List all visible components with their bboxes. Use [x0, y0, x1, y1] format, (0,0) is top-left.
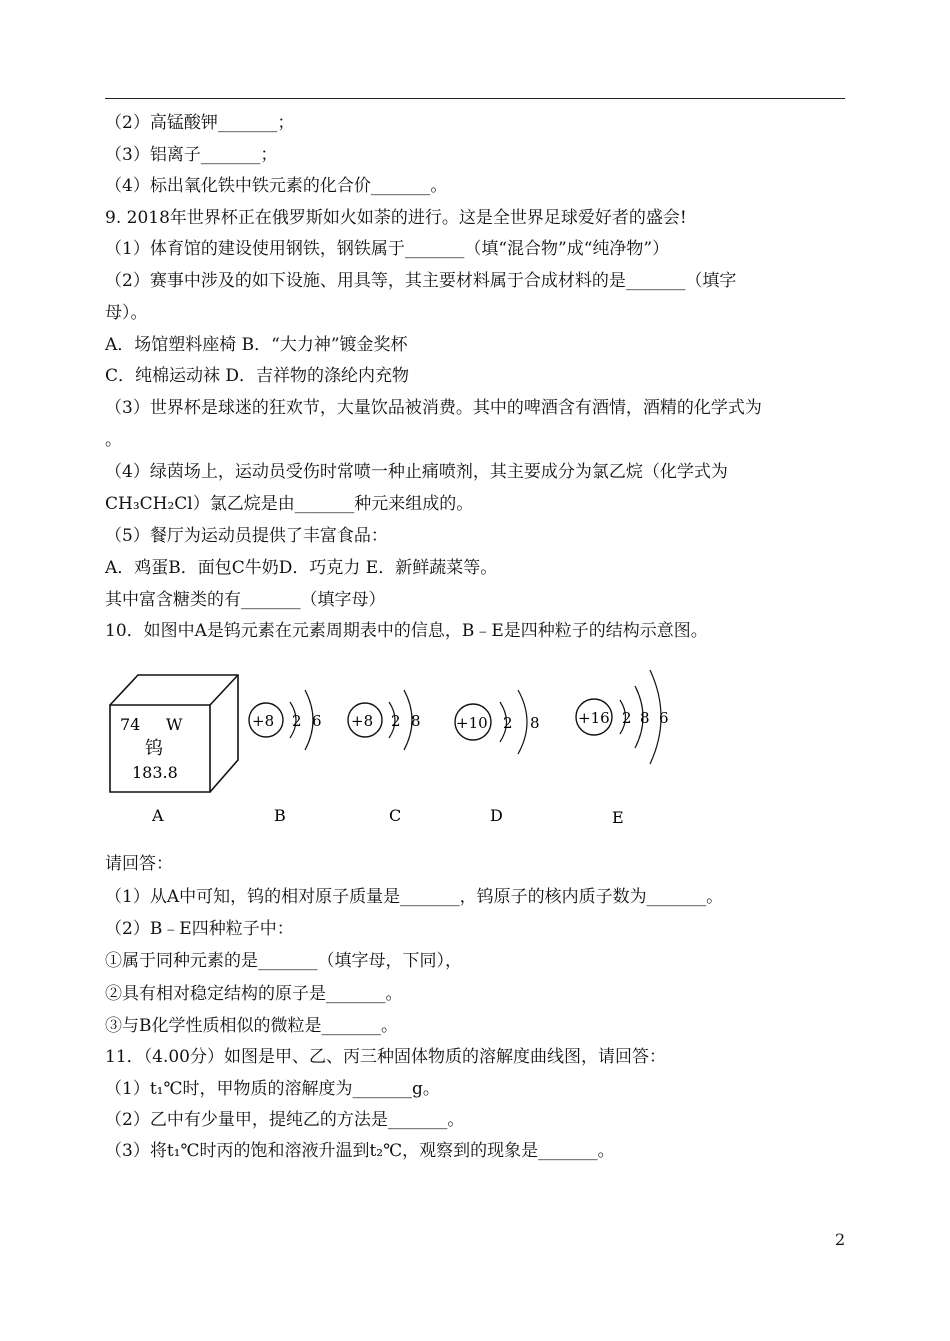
text-line: ③与B化学性质相似的微粒是_______。 — [105, 1016, 398, 1036]
element-name: 钨 — [145, 738, 163, 759]
page-number: 2 — [835, 1230, 846, 1249]
atomic-structure-figure — [100, 650, 700, 840]
shell-electrons: 8 — [411, 712, 421, 730]
text-line: ②具有相对稳定结构的原子是_______。 — [105, 984, 403, 1004]
shell-electrons: 8 — [640, 709, 650, 727]
particle-e — [576, 670, 669, 827]
shell-electrons: 2 — [292, 712, 302, 730]
text-line: 请回答： — [105, 854, 173, 874]
text-line: （2）高锰酸钾_______； — [105, 113, 295, 133]
label-a: A — [152, 806, 164, 825]
shell-electrons: 2 — [622, 709, 632, 727]
text-line: （1）体育馆的建设使用钢铁，钢铁属于_______（填“混合物”成“纯净物”） — [105, 239, 670, 259]
text-line: （2）B﹣E四种粒子中： — [105, 919, 294, 939]
text-line: CH₃CH₂Cl）氯乙烷是由_______种元来组成的。 — [105, 494, 474, 514]
option-line: A．场馆塑料座椅 B．“大力神”镀金奖杯 — [105, 335, 408, 355]
shell-electrons: 2 — [391, 712, 401, 730]
element-symbol: W — [166, 715, 183, 734]
label-c: C — [389, 806, 402, 825]
particle-b — [249, 690, 322, 825]
text-line: 母）。 — [105, 303, 148, 323]
nucleus-charge: +8 — [252, 712, 275, 730]
shell-electrons: 6 — [659, 709, 669, 727]
element-mass: 183.8 — [132, 763, 178, 782]
text-line: ①属于同种元素的是_______（填字母，下同）， — [105, 951, 462, 971]
question-9-title: 9. 2018年世界杯正在俄罗斯如火如荼的进行。这是全世界足球爱好者的盛会! — [105, 208, 687, 228]
header-rule — [105, 98, 845, 99]
text-line: （3）铝离子_______； — [105, 145, 278, 165]
text-line: 其中富含糖类的有_______（填字母） — [105, 590, 386, 610]
particle-d — [455, 690, 540, 825]
text-line: （3）世界杯是球迷的狂欢节，大量饮品被消费。其中的啤酒含有酒情，酒精的化学式为 — [105, 398, 762, 418]
text-line: （4）绿茵场上，运动员受伤时常喷一种止痛喷剂，其主要成分为氯乙烷（化学式为 — [105, 462, 728, 482]
nucleus-charge: +16 — [578, 709, 610, 727]
label-b: B — [274, 806, 286, 825]
text-line: （2）赛事中涉及的如下设施、用具等，其主要材料属于合成材料的是_______（填字 — [105, 271, 737, 291]
element-atomic-number: 74 — [120, 715, 141, 734]
particle-c — [348, 690, 421, 825]
option-line: A．鸡蛋B．面包C牛奶D．巧克力 E．新鲜蔬菜等。 — [105, 558, 498, 578]
text-line: 。 — [105, 430, 122, 450]
text-line: （1）t₁℃时，甲物质的溶解度为_______g。 — [105, 1079, 440, 1099]
shell-electrons: 2 — [503, 714, 513, 732]
label-e: E — [612, 808, 624, 827]
question-10-title: 10．如图中A是钨元素在元素周期表中的信息，B﹣E是四种粒子的结构示意图。 — [105, 621, 708, 641]
text-line: （2）乙中有少量甲，提纯乙的方法是_______。 — [105, 1110, 465, 1130]
text-line: （5）餐厅为运动员提供了丰富食品： — [105, 526, 388, 546]
text-line: （3）将t₁℃时丙的饱和溶液升温到t₂℃，观察到的现象是_______。 — [105, 1141, 615, 1161]
label-d: D — [490, 806, 503, 825]
shell-electrons: 6 — [312, 712, 322, 730]
option-line: C．纯棉运动袜 D．吉祥物的涤纶内充物 — [105, 366, 410, 386]
shell-electrons: 8 — [530, 714, 540, 732]
nucleus-charge: +8 — [351, 712, 374, 730]
text-line: （1）从A中可知，钨的相对原子质量是_______，钨原子的核内质子数为_______。 — [105, 887, 724, 907]
nucleus-charge: +10 — [456, 714, 488, 732]
question-11-title: 11．（4.00分）如图是甲、乙、丙三种固体物质的溶解度曲线图，请回答： — [105, 1047, 666, 1067]
text-line: （4）标出氧化铁中铁元素的化合价_______。 — [105, 176, 448, 196]
